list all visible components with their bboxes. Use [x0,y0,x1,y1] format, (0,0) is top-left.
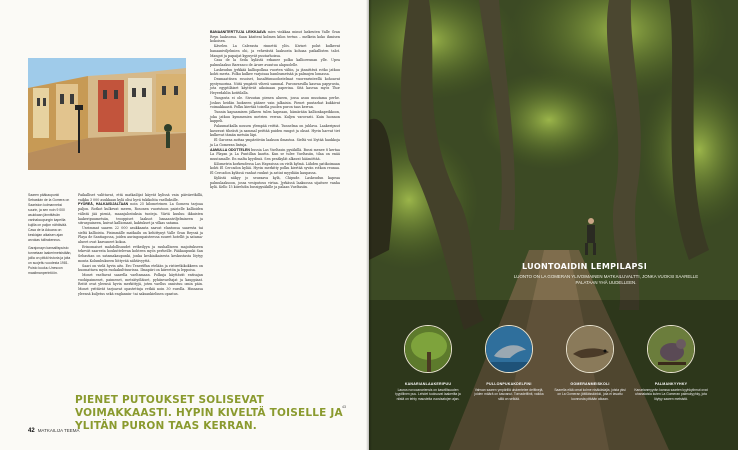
body-text: noin 25 kilometrinen La Gomera tarjoaa paljon. Rotkot kulkevat meren, Rosonen vuoristoon paistelle kallioiden välistä jää pieniä, maanjalostuksia tunteja. Värtä kuuluu ikkuisten laakeripuumetsän, trooppiset laaksot banaaniviljelmineen ja sitruspuineen, kuivat kalliomaat, kaktukset ja vilkas satama. [78,202,203,226]
article-column-1 [78,193,203,296]
body-paragraph: Saari on vielä hyvin aito. Ero Teneriffan etelään ja ristiretkikokkeen on huomattava myös ruokakulttuurissa. Ilmapiiri on kiireetön ja leppoisa. [78,263,203,273]
magazine-label: MATKAILIJA TEEMA [37,428,80,433]
body-paragraph: Erinomaiset mahdollisuudet retkeilyyn ja rauhalliseen majoitukseen tekevät saaresta houkuttelevan kohteen myös perheille. Pääkaupunki San Sebastian on satamakaupunki, jonka keskiaikaisesta keskustasta löytyy monta Kolumbukseen liittyvää nähtävyyttä. [78,244,203,263]
body-paragraph: Monet vaeltavat saarella vaeltamaan. Polkuja käyttävät entisajan vuohipaimenet, paimenet, metsätyöläiset, pyhiinvaeltajat ja kauppiaat. Reitit ovat yleensä hyvin merkittyjä, joten vaellus onnistuu omin päin. Monet yrittävät tarjoavat opastettuja retkiä noin 30 eurolla. Hinnassa yleensä kuljetus sekä englannin- tai saksankielinen opastus. [78,272,203,296]
body-paragraph: Laskeudun jyrkkää kalliopolkua vuorten väliin, ja jännittävä rotko jatkuu kohti merta. Polku kulkee varjoisaa bambumetsää ja palmujen lomassa. [210,67,340,77]
run-in-heading: AAMULLA ODOTTELEN [210,147,250,152]
lizard-photo [566,325,614,373]
body-paragraph: Tunnin kapuamisen jälkeen tulen kapeaan, hämärään kallionkapeikkoon, joka jatkuu kymmenien metrien verran. Kuljen varovasti. Kuin luonnon kappeli. [210,109,340,124]
sidebar-title: LUONTOAIDIN LEMPILAPSI [522,262,647,271]
body-paragraph: Kävelen La Calerasta rinnettä ylös. Kiviset polut kulkevat banaaniviljelmien ohi, ja vehreästä laaksosta kohoaa paikallisten talot. Mangot ja papaijat kypsyvät puutarhoissa. [210,44,340,58]
page-gutter [366,0,372,450]
page-folio [28,428,80,434]
feature-text: Laurus novocanariensis on kasvillisuuden tyypillinen puu. Lehdet tuoksuvat laakerilta ja niistä on tehty mausteita vuosisatojen ajan. [395,388,461,401]
forest-photo-page [369,0,738,450]
feature-text: Kanarianmyyrän kanssa saarten kyyhkylinnut ovat uhanalaisia kuten La Gomeran palmukyyhky, jota löytyy saaren metsistä. [634,388,708,401]
body-paragraph: Dramaattisen rosoiset, basalttimuodostelmat vuorenrinteellä kohoavat pystysuorina. Niitä ympäröi vihreä sammal. Puronvarsilla kasvaa papyrusta, jota egyptiläiset käyttivät aikoinaan paperina. Sitä kasvaa myös Thor Heyerdahlin kotitilalla. [210,77,340,96]
sidebar-lede: LUONTO ON LA GOMERAN YLIVOIMAINEN MATKAILUVALTTI, JONKA VUOKSI SAARELLE PALATAAN YHÄ UUDELLEEN. [513,274,699,285]
pull-quote: PIENET PUTOUKSET SOLISEVAT VOIMAKKAASTI. HYPIN KIVELTÄ TOISELLE JA YLITÄN PURON TAAS KERRAN. [75,394,343,432]
feature-title: KANARIANLAAKERIPUU [404,382,452,386]
laurel-tree-photo [404,325,452,373]
caption-paragraph: Garajonayn kansallispuisto tunnetaan laakerimetsistään, joilla on pitkä historia ja joita on suojeltu vuodesta 1981. Puisto kuuluu Unescon maailmanperintöön. [28,246,72,275]
body-paragraph: Kilometrin korkeudessa Las Hayasissa on vielä kylmä. Lähden patikoimaan kohti El Cercadon kylää. Hyvin merkitty polku kiertää syvän rotkon reunaa. El Cercadon kylässä vanhat ruukut ja astiat myydään kaupassa. [210,161,340,176]
street-scene-illustration [28,58,186,170]
feature-title: PULLONPUKAKDELFINI [486,382,532,386]
feature-title: GOMERANMEISKOLI [570,382,610,386]
article-column-2 [210,30,340,190]
photo-caption [28,193,72,279]
run-in-heading: PYÖREÄ, HALKAISIJALTAAN [78,202,129,207]
body-text: mies vinkkaa minut laskeuten Valle Gran Reyn laaksossa. Saan käsiteni kolmen kilon tertun – melkein koko ihmisen kokoisen. [210,30,340,44]
body-paragraph: El Garoesa auttaa ympäröivän laakson ilmastoa. Sieltä voi löytää haukkoja ja La Gomeran lintuja. [210,138,340,147]
body-paragraph: Palaumatkalla nousen ylempää reittiä. Tunnelma on juhlava. Laakeripuut kasvavat tiheästi ja sammal peittää puiden rungot ja oksat. Hyvin harvat tiet kulkevat tämän metsän läpi. [210,124,340,138]
page-number-right: 43 [342,405,346,409]
feature-title: PALMANKYYHKY [654,382,688,386]
feature-text: Saarella elää omat kolme nisäkäslajia, joista yksi on La Gomeran jättiläisskinkki, jota ei tavattu luonnosta pitkään aikaan. [554,388,626,401]
body-paragraph: Useimmat saaren 22 000 asukkaasta saavat elantonsa saaresta tai sieltä kallioista. Pisimmälle matkailu on kehittynyt Valle Gran Reyssä ja Playa de Santiagossa, joiden auringonpaisteessa suuret hotellit ja satama-alueet ovat kasvaneet kokoa. [78,225,203,245]
intro-paragraph: Paikalliset valittavat, että matkailijat käyvät kylissä vain päiväretkillä, vaikka 3 000 asukkaan kylä olisi hyvä tukikohta vaelluksille. [78,193,203,202]
run-in-heading: BANAANITERTTUJA LEIKKAAVA [210,30,266,34]
feature-text: Vahvan saaren ympärillä uiskentelee delfiinejä, joiden määrä on kasvanut. Tornadelfiinit, vaikka sillä on selkää. [474,388,544,401]
page-number: 42 [28,428,35,434]
pigeon-photo [647,325,695,373]
caption-paragraph: Saaren pääkaupunki Sebastián de la Gomera on Saariston kolmanneksi suurin, ja sen noin 9 000 asukkaan jännittävän vanhakaupungin kapeilla kujilla on paljon nähtävää. Casa de la Aduana on keskiajan aikaisen ajan arvokas tullirakennus. [28,193,70,242]
body-paragraph: Tungosta ei ole. Sivuutan pienen alueen, jossa asuu muutama perhe. Joskus heidän luokseen pääsee vain jalkaisin. Pienet puutarhat kukkivat voimakkaasti. Polku kiertää toisella puolen puron taas kerran. [210,95,340,110]
body-text: bussia Las Vueltasin pysäkillä. Bussi menee 8 kertaa La Playan ja La Puntillan kautta. Kun se tulee Vueltasiin, tilaa on enää muutamalle. En malta kyydissä. Sen pesäkylät alkavat häämöttää. [210,147,340,161]
dolphin-photo [485,325,533,373]
street-photo [28,58,186,170]
body-paragraph: Casa de la Seda kylästä erkanee polku kallioreunan ylle. Upea palmulaakso Barranco de Arure avautuu alapuolelle. [210,58,340,67]
body-paragraph: Kylästä näkyy jo seuraava kylä, Chipude. Laskeudun kapeaa palmulaaksoon, jossa vesiputous virtaa. Jyrkässä laaksossa sijaitsee vanha kylä. Kello 15 kiirehdin bussipysäkille ja palaan Vueltasiin. [210,175,340,190]
